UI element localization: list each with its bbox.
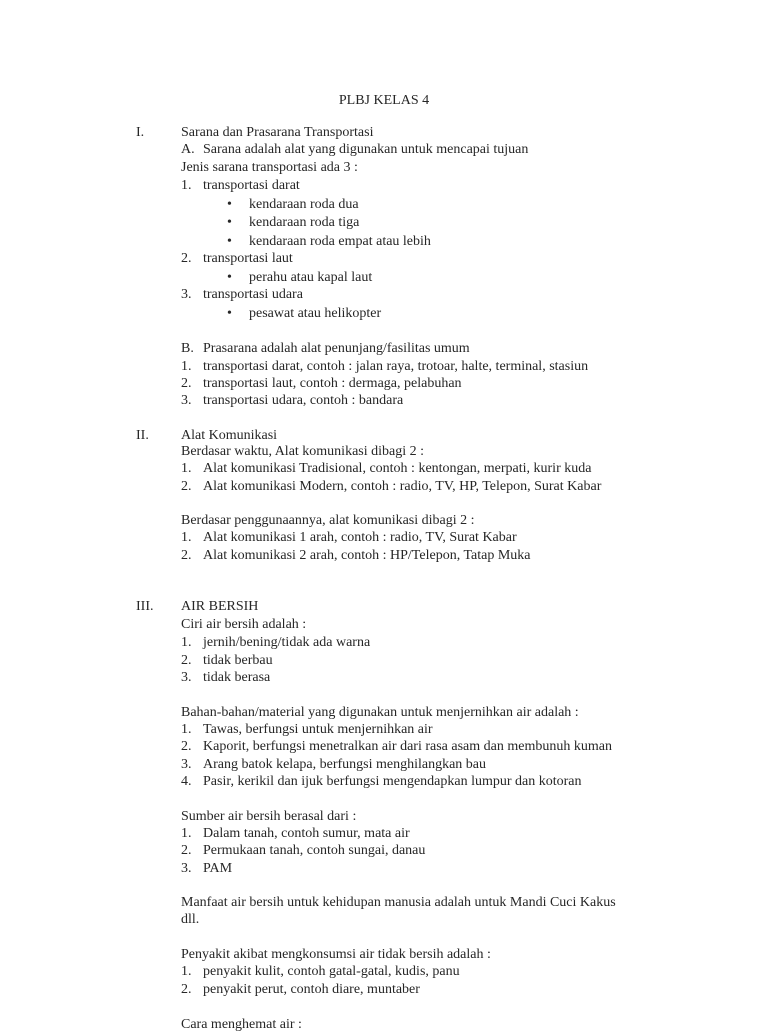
list-marker: 2. (181, 479, 192, 494)
list-marker: 1. (181, 635, 192, 650)
line-text: dll. (181, 912, 200, 927)
line-text: pesawat atau helikopter (249, 306, 382, 321)
line-text: transportasi udara, contoh : bandara (203, 393, 404, 408)
line-text: penyakit kulit, contoh gatal-gatal, kudis, panu (203, 964, 460, 979)
line-text: transportasi darat, contoh : jalan raya, trotoar, halte, terminal, stasiun (203, 359, 589, 374)
list-marker: 1. (181, 964, 192, 979)
line-text: AIR BERSIH (181, 599, 259, 614)
line-text: Pasir, kerikil dan ijuk berfungsi mengendapkan lumpur dan kotoran (203, 774, 582, 789)
list-marker: 2. (181, 982, 192, 997)
line-text: penyakit perut, contoh diare, muntaber (203, 982, 420, 997)
bullet-icon: • (227, 270, 232, 285)
line-text: Kaporit, berfungsi menetralkan air dari rasa asam dan membunuh kuman (203, 739, 612, 754)
line-text: transportasi laut, contoh : dermaga, pelabuhan (203, 376, 462, 391)
line-text: Sumber air bersih berasal dari : (181, 809, 357, 824)
list-marker: 1. (181, 461, 192, 476)
line-text: Alat komunikasi Tradisional, contoh : kentongan, merpati, kurir kuda (203, 461, 592, 476)
document-title: PLBJ KELAS 4 (338, 93, 430, 108)
list-marker: 1. (181, 722, 192, 737)
line-text: Penyakit akibat mengkonsumsi air tidak bersih adalah : (181, 947, 491, 962)
list-marker: 2. (181, 653, 192, 668)
line-text: Arang batok kelapa, berfungsi menghilangkan bau (203, 757, 487, 772)
line-text: Jenis sarana transportasi ada 3 : (181, 160, 358, 175)
line-text: Prasarana adalah alat penunjang/fasilitas umum (203, 341, 470, 356)
list-marker: 4. (181, 774, 192, 789)
line-text: PAM (203, 861, 233, 876)
line-text: perahu atau kapal laut (249, 270, 373, 285)
list-marker: 2. (181, 548, 192, 563)
line-text: kendaraan roda tiga (249, 215, 360, 230)
list-marker: I. (136, 125, 145, 140)
list-marker: 2. (181, 739, 192, 754)
list-marker: 3. (181, 861, 192, 876)
line-text: Alat komunikasi 2 arah, contoh : HP/Telepon, Tatap Muka (203, 548, 531, 563)
line-text: kendaraan roda dua (249, 197, 359, 212)
list-marker: A. (181, 142, 195, 157)
bullet-icon: • (227, 234, 232, 249)
line-text: tidak berbau (203, 653, 273, 668)
list-marker: 1. (181, 826, 192, 841)
line-text: Bahan-bahan/material yang digunakan untuk menjernihkan air adalah : (181, 705, 579, 720)
line-text: Berdasar waktu, Alat komunikasi dibagi 2 : (181, 444, 425, 459)
line-text: transportasi darat (203, 178, 300, 193)
line-text: transportasi laut (203, 251, 293, 266)
list-marker: 1. (181, 178, 192, 193)
list-marker: 2. (181, 843, 192, 858)
line-text: kendaraan roda empat atau lebih (249, 234, 431, 249)
line-text: Permukaan tanah, contoh sungai, danau (203, 843, 426, 858)
line-text: Alat Komunikasi (181, 428, 278, 443)
list-marker: 3. (181, 670, 192, 685)
bullet-icon: • (227, 215, 232, 230)
line-text: Cara menghemat air : (181, 1017, 302, 1032)
list-marker: 2. (181, 376, 192, 391)
bullet-icon: • (227, 306, 232, 321)
line-text: Sarana adalah alat yang digunakan untuk mencapai tujuan (203, 142, 529, 157)
line-text: Ciri air bersih adalah : (181, 617, 307, 632)
list-marker: 3. (181, 287, 192, 302)
line-text: Sarana dan Prasarana Transportasi (181, 125, 374, 140)
list-marker: 3. (181, 393, 192, 408)
line-text: Alat komunikasi 1 arah, contoh : radio, TV, Surat Kabar (203, 530, 517, 545)
line-text: Manfaat air bersih untuk kehidupan manusia adalah untuk Mandi Cuci Kakus (181, 895, 616, 910)
list-marker: 3. (181, 757, 192, 772)
line-text: Tawas, berfungsi untuk menjernihkan air (203, 722, 433, 737)
line-text: jernih/bening/tidak ada warna (203, 635, 371, 650)
bullet-icon: • (227, 197, 232, 212)
line-text: Alat komunikasi Modern, contoh : radio, TV, HP, Telepon, Surat Kabar (203, 479, 602, 494)
line-text: Dalam tanah, contoh sumur, mata air (203, 826, 410, 841)
list-marker: II. (136, 428, 149, 443)
list-marker: III. (136, 599, 154, 614)
line-text: Berdasar penggunaannya, alat komunikasi dibagi 2 : (181, 513, 475, 528)
list-marker: 2. (181, 251, 192, 266)
line-text: transportasi udara (203, 287, 303, 302)
line-text: tidak berasa (203, 670, 271, 685)
list-marker: B. (181, 341, 194, 356)
list-marker: 1. (181, 530, 192, 545)
list-marker: 1. (181, 359, 192, 374)
